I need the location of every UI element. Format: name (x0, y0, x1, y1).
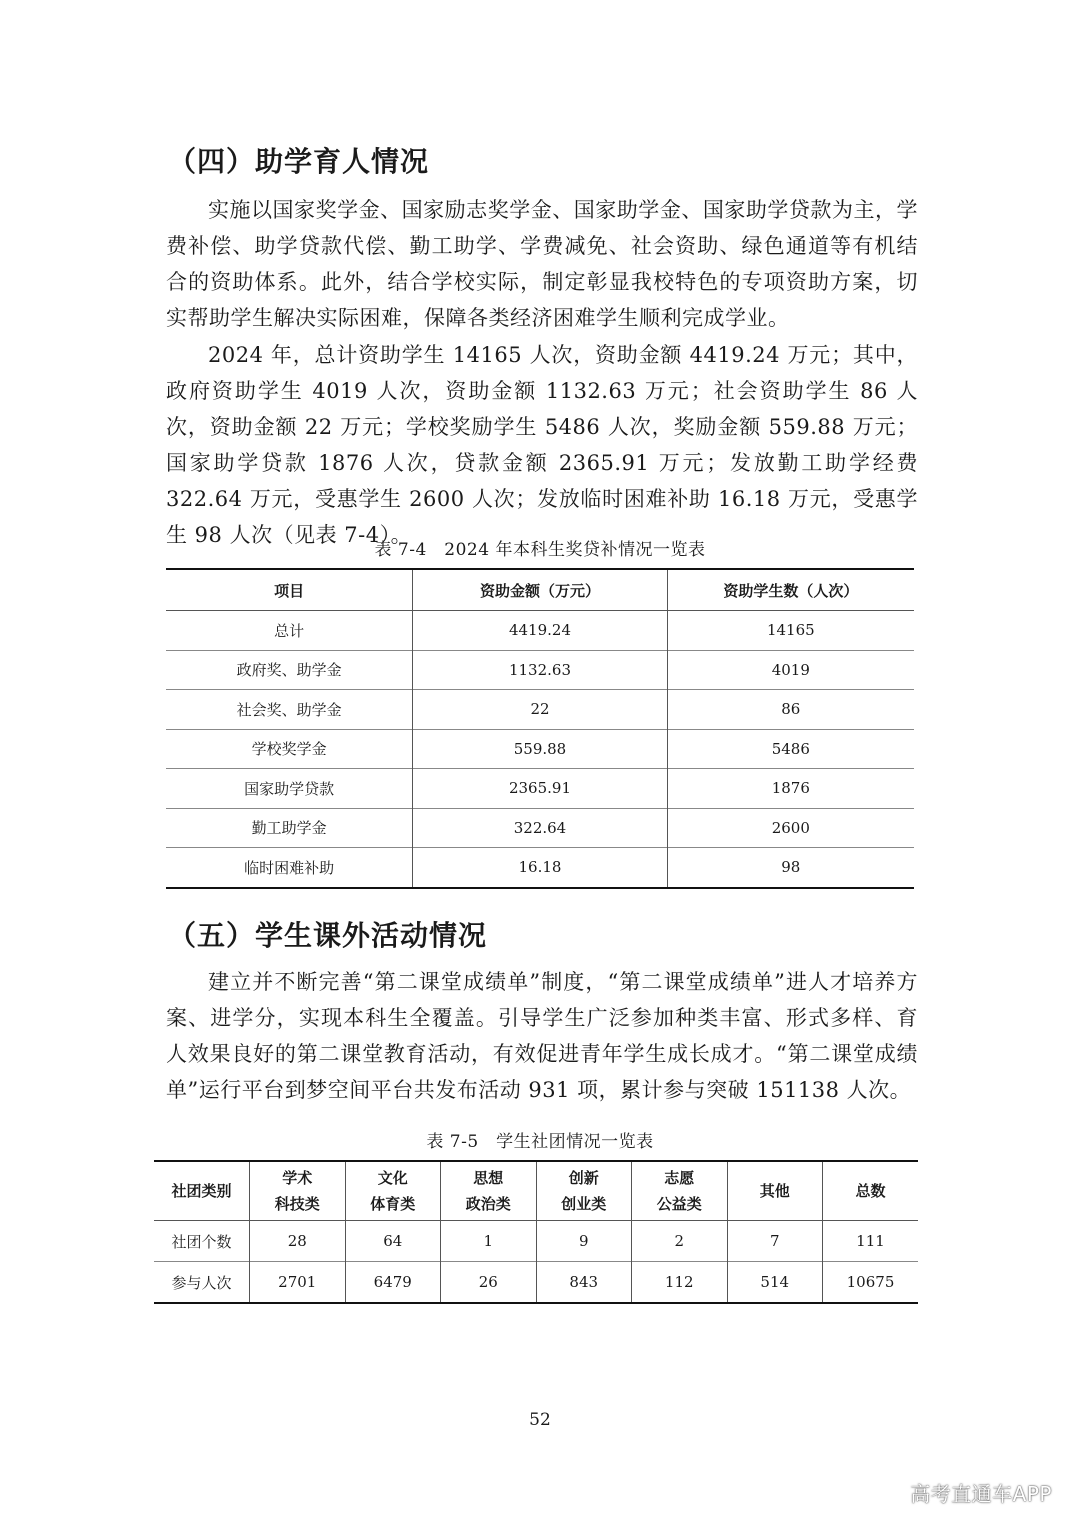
header-line: 体育类 (370, 1195, 416, 1213)
header-line: 总数 (855, 1182, 886, 1200)
column-header (823, 1161, 919, 1221)
table-header-row (154, 1161, 918, 1221)
table-cell: 559.88 (413, 729, 667, 769)
section-4-paragraph-2: 2024 年，总计资助学生 14165 人次，资助金额 4419.24 万元；其中，政府资助学生 4019 人次，资助金额 1132.63 万元；社会资助学生 86 人次，资助金额 22 万元；学校奖励学生 5486 人次，奖励金额 559.88 万元；国家助学贷款 1876 人次，贷款金额 2365.91 万元；发放勤工助学经费 322.64 万元，受惠学生 2600 人次；发放临时困难补助 16.18 万元，受惠学生 98 人次（见表 7-4）。 (166, 343, 918, 547)
table-cell: 临时困难补助 (166, 848, 413, 888)
table-7-4 (166, 568, 914, 889)
table-cell: 1 (441, 1221, 537, 1262)
table-cell: 111 (823, 1221, 919, 1262)
header-line: 公益类 (656, 1195, 702, 1213)
section-4-heading: （四）助学育人情况 (168, 145, 430, 178)
table-cell: 7 (727, 1221, 823, 1262)
table-cell: 9 (536, 1221, 632, 1262)
table-cell: 学校奖学金 (166, 729, 413, 769)
section-5-heading: （五）学生课外活动情况 (168, 919, 488, 952)
table-cell: 5486 (667, 729, 914, 769)
section-4-paragraph-1: 实施以国家奖学金、国家励志奖学金、国家助学金、国家助学贷款为主，学费补偿、助学贷款代偿、勤工助学、学费减免、社会资助、绿色通道等有机结合的资助体系。此外，结合学校实际，制定彰显我校特色的专项资助方案，切实帮助学生解决实际困难，保障各类经济困难学生顺利完成学业。 (166, 198, 918, 330)
table-cell: 322.64 (413, 808, 667, 848)
table-cell: 514 (727, 1262, 823, 1304)
header-line: 政治类 (465, 1195, 511, 1213)
table-cell: 社团个数 (154, 1221, 250, 1262)
table-cell: 2600 (667, 808, 914, 848)
table-7-5 (154, 1160, 918, 1304)
table-cell: 6479 (345, 1262, 441, 1304)
table-cell: 16.18 (413, 848, 667, 888)
table-cell: 2 (632, 1221, 728, 1262)
table-row (166, 848, 914, 888)
table-cell: 政府奖、助学金 (166, 650, 413, 690)
table-cell: 98 (667, 848, 914, 888)
header-line: 其他 (759, 1182, 790, 1200)
table-cell: 参与人次 (154, 1262, 250, 1304)
table-cell: 843 (536, 1262, 632, 1304)
header-line: 学术 (282, 1169, 313, 1187)
header-line: 创新 (568, 1169, 599, 1187)
table-row (166, 650, 914, 690)
table-cell: 国家助学贷款 (166, 769, 413, 809)
table-cell: 22 (413, 690, 667, 730)
table-header-row (166, 569, 914, 611)
column-header: 资助金额（万元） (413, 569, 667, 611)
header-line: 社团类别 (171, 1182, 232, 1200)
column-header (154, 1161, 250, 1221)
table-cell: 14165 (667, 611, 914, 651)
table-cell: 112 (632, 1262, 728, 1304)
header-line: 创业类 (561, 1195, 607, 1213)
column-header (632, 1161, 728, 1221)
table-7-5-caption: 表 7-5 学生社团情况一览表 (426, 1132, 654, 1152)
column-header (250, 1161, 346, 1221)
table-row (166, 690, 914, 730)
table-cell: 10675 (823, 1262, 919, 1304)
column-header (345, 1161, 441, 1221)
table-cell: 1876 (667, 769, 914, 809)
header-line: 文化 (377, 1169, 408, 1187)
table-cell: 2701 (250, 1262, 346, 1304)
table-row (166, 808, 914, 848)
table-cell: 28 (250, 1221, 346, 1262)
table-cell: 4019 (667, 650, 914, 690)
table-7-4-caption: 表 7-4 2024 年本科生奖贷补情况一览表 (374, 540, 706, 560)
table-cell: 2365.91 (413, 769, 667, 809)
table-row (166, 769, 914, 809)
column-header (536, 1161, 632, 1221)
table-row (166, 611, 914, 651)
table-row (154, 1221, 918, 1262)
watermark-logo: 高考直通车APP (910, 1482, 1052, 1506)
table-cell: 86 (667, 690, 914, 730)
column-header (441, 1161, 537, 1221)
table-cell: 4419.24 (413, 611, 667, 651)
table-row (154, 1262, 918, 1304)
header-line: 志愿 (664, 1169, 695, 1187)
page-number: 52 (529, 1410, 551, 1430)
column-header: 资助学生数（人次） (667, 569, 914, 611)
column-header (727, 1161, 823, 1221)
table-cell: 总计 (166, 611, 413, 651)
table-cell: 社会奖、助学金 (166, 690, 413, 730)
table-cell: 64 (345, 1221, 441, 1262)
table-row (166, 729, 914, 769)
table-cell: 26 (441, 1262, 537, 1304)
header-line: 思想 (473, 1169, 504, 1187)
table-cell: 勤工助学金 (166, 808, 413, 848)
table-cell: 1132.63 (413, 650, 667, 690)
header-line: 科技类 (274, 1195, 320, 1213)
column-header: 项目 (166, 569, 413, 611)
section-5-paragraph-1: 建立并不断完善“第二课堂成绩单”制度，“第二课堂成绩单”进人才培养方案、进学分，实现本科生全覆盖。引导学生广泛参加种类丰富、形式多样、育人效果良好的第二课堂教育活动，有效促进青年学生成长成才。“第二课堂成绩单”运行平台到梦空间平台共发布活动 931 项，累计参与突破 151138 人次。 (166, 970, 918, 1102)
